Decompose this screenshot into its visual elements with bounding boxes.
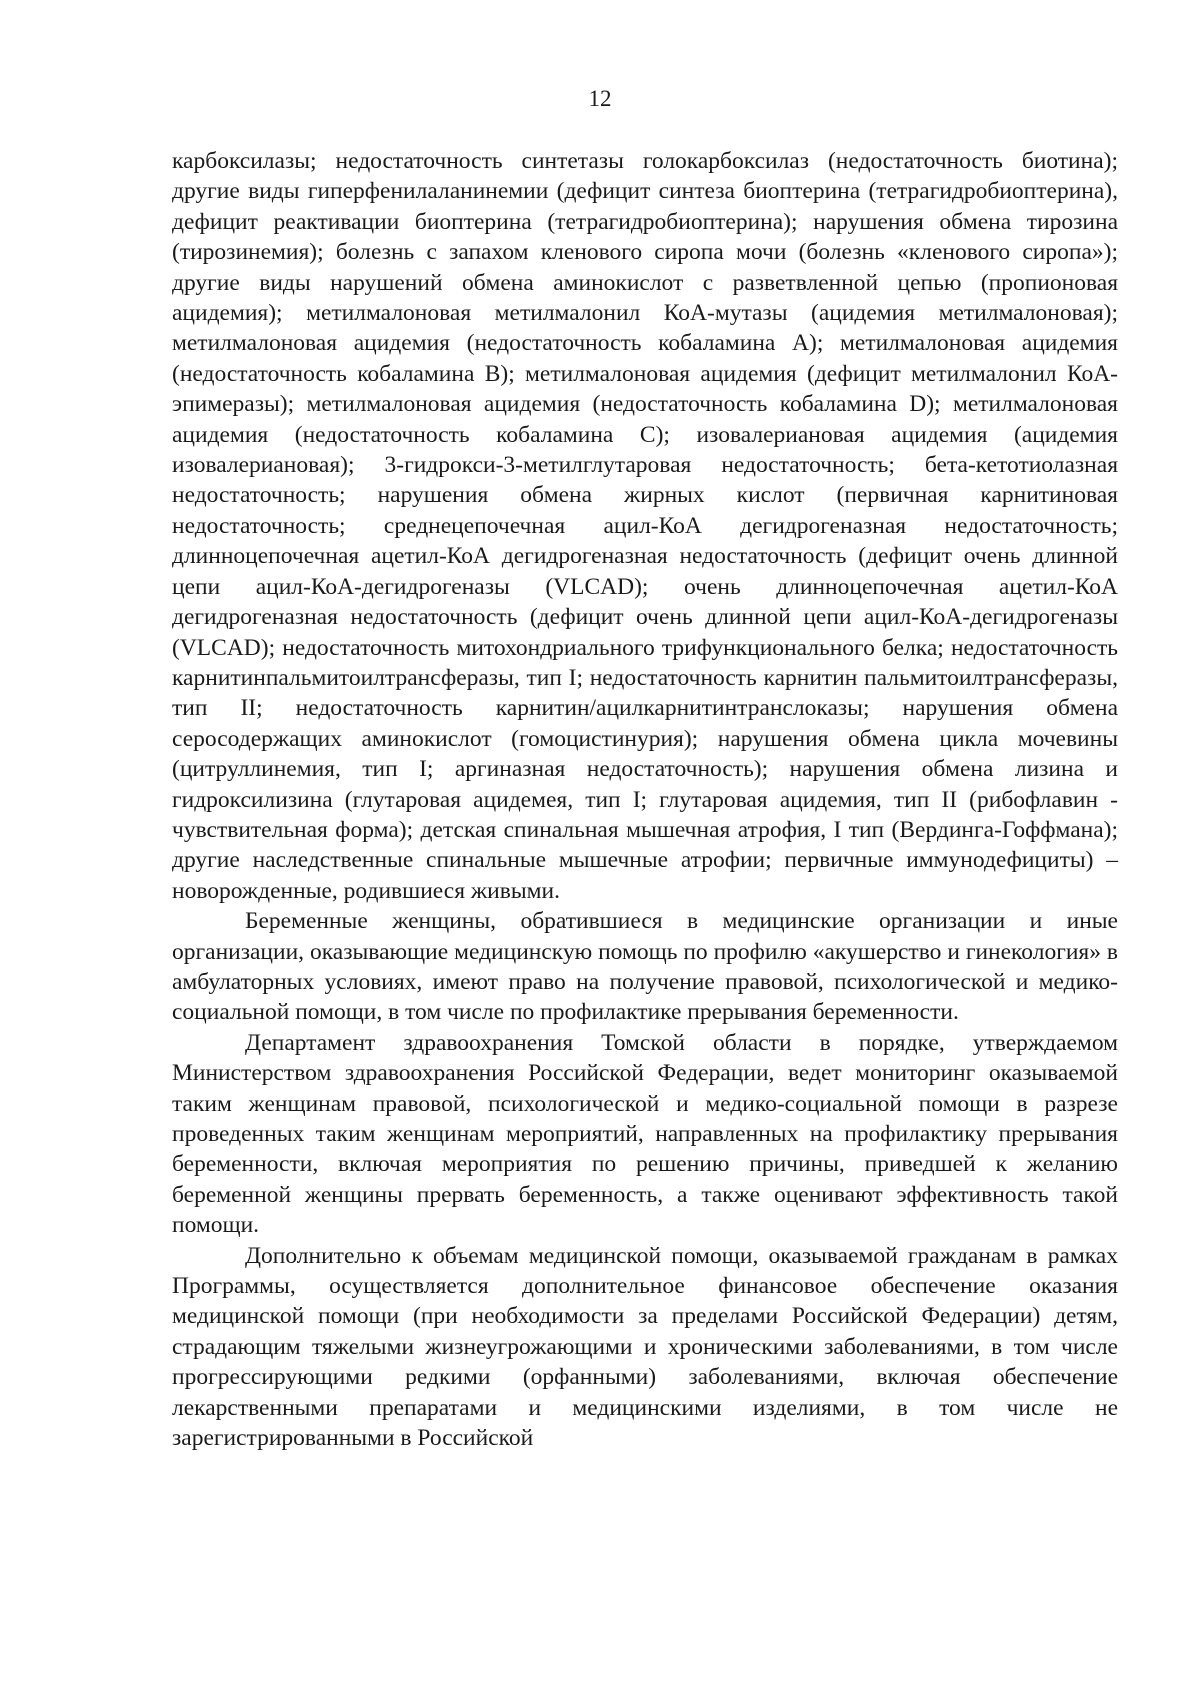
paragraph-additional-funding: Дополнительно к объемам медицинской помощи, оказываемой гражданам в рамках Программы, осуществляется дополнительное финансовое обеспечение оказания медицинской помощи (при необходимости за пределами Российской Федерации) детям, страдающим тяжелыми жизнеугрожающими и хроническими заболеваниями, в том числе прогрессирующими редкими (орфанными) заболеваниями, включая обеспечение лекарственными препаратами и медицинскими изделиями, в том числе не зарегистрированными в Российской: [172, 1242, 1118, 1452]
paragraph-health-department-monitoring: Департамент здравоохранения Томской области в порядке, утверждаемом Министерством здравоохранения Российской Федерации, ведет мониторинг оказываемой таким женщинам правовой, психологической и медико-социальной помощи в разрезе проведенных таким женщинам мероприятий, направленных на профилактику прерывания беременности, включая мероприятия по решению причины, приведшей к желанию беременной женщины прервать беременность, а также оценивают эффективность такой помощи.: [172, 1029, 1118, 1239]
document-body: [172, 146, 1118, 1453]
paragraph-pregnant-women-rights: Беременные женщины, обратившиеся в медицинские организации и иные организации, оказывающие медицинскую помощь по профилю «акушерство и гинекология» в амбулаторных условиях, имеют право на получение правовой, психологической и медико-социальной помощи, в том числе по профилактике прерывания беременности.: [172, 908, 1118, 1026]
page-number: 12: [588, 86, 612, 111]
paragraph-continued-disease-list: карбоксилазы; недостаточность синтетазы голокарбоксилаз (недостаточность биотина); другие виды гиперфенилаланинемии (дефицит синтеза биоптерина (тетрагидробиоптерина), дефицит реактивации биоптерина (тетрагидробиоптерина); нарушения обмена тирозина (тирозинемия); болезнь с запахом кленового сиропа мочи (болезнь «кленового сиропа»); другие виды нарушений обмена аминокислот с разветвленной цепью (пропионовая ацидемия); метилмалоновая метилмалонил КоА-мутазы (ацидемия метилмалоновая); метилмалоновая ацидемия (недостаточность кобаламина А); метилмалоновая ацидемия (недостаточность кобаламина В); метилмалоновая ацидемия (дефицит метилмалонил КоА-эпимеразы); метилмалоновая ацидемия (недостаточность кобаламина D); метилмалоновая ацидемия (недостаточность кобаламина С); изовалериановая ацидемия (ацидемия изовалериановая); 3-гидрокси-3-метилглутаровая недостаточность; бета-кетотиолазная недостаточность; нарушения обмена жирных кислот (первичная карнитиновая недостаточность; среднецепочечная ацил-КоА дегидрогеназная недостаточность; длинноцепочечная ацетил-КоА дегидрогеназная недостаточность (дефицит очень длинной цепи ацил-КоА-дегидрогеназы (VLCAD); очень длинноцепочечная ацетил-КоА дегидрогеназная недостаточность (дефицит очень длинной цепи ацил-КоА-дегидрогеназы (VLCAD); недостаточность митохондриального трифункционального белка; недостаточность карнитинпальмитоилтрансферазы, тип I; недостаточность карнитин пальмитоилтрансферазы, тип II; недостаточность карнитин/ацилкарнитинтранслоказы; нарушения обмена серосодержащих аминокислот (гомоцистинурия); нарушения обмена цикла мочевины (цитруллинемия, тип I; аргиназная недостаточность); нарушения обмена лизина и гидроксилизина (глутаровая ацидемея, тип I; глутаровая ацидемия, тип II (рибофлавин - чувствительная форма); детская спинальная мышечная атрофия, I тип (Вердинга-Гоффмана); другие наследственные спинальные мышечные атрофии; первичные иммунодефициты) – новорожденные, родившиеся живыми.: [172, 148, 1118, 904]
